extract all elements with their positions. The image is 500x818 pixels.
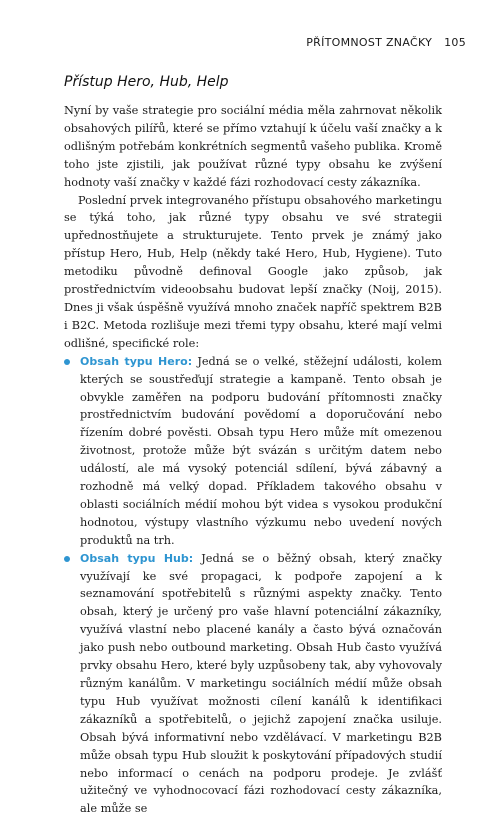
bullet-text: Jedná se o běžný obsah, který značky využívají ke své propagaci, k podpoře zapojení a k seznamování spotřebitelů s různými aspekty značky. Tento obsah, který je určený pro vaše hlavní potenciální zákazníky, využívá vlastní nebo placené kanály a často bývá označován jako push nebo outbound marketing. Obsah Hub často využívá prvky obsahu Hero, které byly uzpůsobeny tak, aby vyhovovaly různým kanálům. V marketingu sociálních médií může obsah typu Hub využívat možnosti cílení kanálů k identifikaci zákazníků a spotřebitelů, o jejichž zapojení značka usiluje. Obsah bývá informativní nebo vzdělávací. V marketingu B2B může obsah typu Hub sloužit k poskytování případových studií nebo informací o cenách na podporu prodeje. Je zvlášť užitečný ve vyhodnocovací fázi rozhodovací cesty zákazníka, ale může se (80, 551, 442, 816)
bullet-term: Obsah typu Hub: (80, 551, 194, 565)
paragraph: Poslední prvek integrovaného přístupu obsahového marketingu se týká toho, jak různé typy obsahu ve své strategii upřednostňujete a strukturujete. Tento prvek je známý jako přístup Hero, Hub, Help (někdy také Hero, Hub, Hygiene). Tuto metodiku původně definoval Google jako způsob, jak prostřednictvím videoobsahu budovat lepší značky (Noij, 2015). Dnes ji však úspěšně využívá mnoho značek napříč spektrem B2B i B2C. Metoda rozlišuje mezi třemi typy obsahu, které mají velmi odlišné, specifické role: (64, 193, 442, 350)
chapter-title: PŘÍTOMNOST ZNAČKY (306, 36, 433, 49)
section-title: Přístup Hero, Hub, Help (64, 74, 229, 90)
list-item (64, 550, 442, 818)
paragraph: Nyní by vaše strategie pro sociální média měla zahrnovat několik obsahových pilířů, které se přímo vztahují k účelu vaší značky a k odlišným potřebám konkrétních segmentů vašeho publika. Kromě toho jste zjistili, jak používat různé typy obsahu ke zvýšení hodnoty vaší značky v každé fázi rozhodovací cesty zákazníka. (64, 104, 442, 189)
page-number: 105 (444, 36, 466, 49)
body-text (64, 102, 442, 818)
running-head (306, 36, 466, 49)
bullet-list (64, 353, 442, 818)
list-item (64, 353, 442, 550)
bullet-icon (64, 556, 70, 562)
bullet-icon (64, 359, 70, 365)
bullet-term: Obsah typu Hero: (80, 354, 193, 368)
bullet-text: Jedná se o velké, stěžejní události, kolem kterých se soustřeďují strategie a kampaně. Tento obsah je obvykle zaměřen na podporu budování přítomnosti značky prostřednictvím budování povědomí a doporučování nebo řízením dobré pověsti. Obsah typu Hero může mít omezenou životnost, protože může být svázán s určitým datem nebo událostí, ale má vysoký potenciál sdílení, bývá zábavný a rozhodně má velký dopad. Příkladem takového obsahu v oblasti sociálních médií mohou být videa s vysokou produkční hodnotou, výstupy vlastního výzkumu nebo uvedení nových produktů na trh. (80, 354, 442, 547)
